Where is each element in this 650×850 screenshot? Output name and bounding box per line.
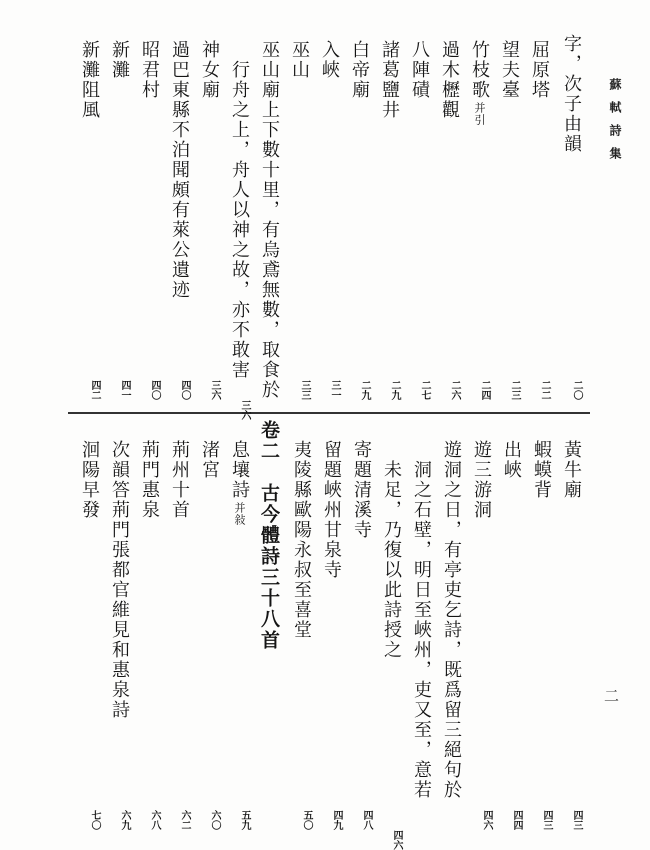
entry-note: 并引: [473, 102, 486, 126]
entry-title: 字，次子由韻: [561, 34, 582, 154]
entry-page-number: 四四: [511, 810, 522, 830]
entry-page-number: 四三: [541, 810, 552, 830]
entry-page-number: 四九: [331, 810, 342, 830]
toc-entry[interactable]: [468, 40, 490, 400]
entry-title: 巫山廟上下數十里，有烏鳶無數，取食於: [259, 40, 280, 400]
entry-title: 寄題清溪寺: [351, 440, 372, 540]
entry-page-number: 五九: [239, 810, 250, 830]
toc-entry[interactable]: [198, 440, 220, 830]
entry-page-number: 三六: [209, 380, 220, 400]
entry-page-number: 四六: [481, 810, 492, 830]
book-title: 蘇軾詩集: [608, 78, 622, 170]
toc-entry[interactable]: [408, 40, 430, 400]
entry-title: 遊洞之日，有亭吏乞詩，既爲留三絕句於: [441, 440, 462, 800]
entry-title: 巫山: [289, 40, 310, 80]
toc-entry[interactable]: [470, 440, 492, 830]
entry-page-number: 三三: [299, 380, 310, 400]
toc-entry[interactable]: [228, 440, 250, 830]
toc-entry[interactable]: [78, 440, 100, 830]
entry-page-number: 四八: [361, 810, 372, 830]
toc-entry[interactable]: [378, 40, 400, 400]
toc-entry[interactable]: [78, 40, 100, 400]
entry-title: 未足，乃復以此詩授之: [381, 460, 402, 660]
entry-title: 荊州十首: [169, 440, 190, 520]
entry-page-number: 二三: [509, 380, 520, 400]
entry-page-number: 三六: [239, 400, 250, 420]
entry-title: 昭君村: [139, 40, 160, 100]
section-divider: [68, 412, 590, 414]
entry-page-number: 四〇: [179, 380, 190, 400]
toc-entry[interactable]: [500, 440, 522, 830]
toc-entry[interactable]: [410, 440, 432, 850]
toc-entry[interactable]: [528, 40, 550, 400]
toc-entry[interactable]: [380, 440, 402, 850]
entry-title: 白帝廟: [349, 40, 370, 100]
entry-title: 屈原塔: [529, 40, 550, 100]
entry-title: 入峽: [319, 40, 340, 80]
entry-title: 過巴東縣不泊聞頗有萊公遺迹: [169, 40, 190, 300]
toc-entry[interactable]: [320, 440, 342, 830]
entry-title: 竹枝歌: [469, 40, 490, 100]
entry-title: 次韻答荊門張都官維見和惠泉詩: [109, 440, 130, 720]
toc-entry[interactable]: [138, 440, 160, 830]
entry-page-number: 二〇: [571, 380, 582, 400]
entry-page-number: 二九: [389, 380, 400, 400]
toc-entry[interactable]: [258, 420, 280, 830]
toc-entry[interactable]: [530, 440, 552, 830]
toc-entry[interactable]: [560, 440, 582, 830]
entry-title: 過木櫪觀: [439, 40, 460, 120]
toc-entry[interactable]: [438, 40, 460, 400]
toc-entry[interactable]: [288, 40, 310, 400]
entry-page-number: 六二: [179, 810, 190, 830]
toc-entry[interactable]: [108, 440, 130, 830]
toc-entry[interactable]: [348, 40, 370, 400]
entry-page-number: 二九: [359, 380, 370, 400]
entry-page-number: 四二: [89, 380, 100, 400]
entry-title: 諸葛鹽井: [379, 40, 400, 120]
entry-page-number: 四一: [119, 380, 130, 400]
entry-page-number: 二四: [479, 380, 490, 400]
toc-entry[interactable]: [258, 40, 280, 400]
entry-page-number: 五〇: [301, 810, 312, 830]
entry-title: 神女廟: [199, 40, 220, 100]
entry-title: 息壤詩: [229, 440, 250, 500]
entry-title: 行舟之上，舟人以神之故，亦不敢害: [229, 60, 250, 380]
entry-title: 洄陽早發: [79, 440, 100, 520]
page-number: 二: [602, 688, 620, 703]
entry-title: 新灘阻風: [79, 40, 100, 120]
entry-page-number: 二七: [419, 380, 430, 400]
entry-title: 荊門惠泉: [139, 440, 160, 520]
entry-page-number: 四〇: [149, 380, 160, 400]
entry-title: 留題峽州甘泉寺: [321, 440, 342, 580]
entry-title: 卷二 古今體詩三十八首: [258, 420, 280, 651]
entry-title: 遊三游洞: [471, 440, 492, 520]
entry-title: 八陣磧: [409, 40, 430, 100]
entry-title: 新灘: [109, 40, 130, 80]
toc-entry[interactable]: [228, 40, 250, 420]
toc-entry[interactable]: [198, 40, 220, 400]
entry-title: 洞之石壁，明日至峽州，吏又至，意若: [411, 460, 432, 800]
entry-page-number: 二六: [449, 380, 460, 400]
entry-title: 夷陵縣歐陽永叔至喜堂: [291, 440, 312, 640]
entry-title: 望夫臺: [499, 40, 520, 100]
entry-page-number: 六九: [119, 810, 130, 830]
toc-entry[interactable]: [168, 440, 190, 830]
entry-page-number: 七〇: [89, 810, 100, 830]
entry-page-number: 三一: [329, 380, 340, 400]
entry-title: 黃牛廟: [561, 440, 582, 500]
entry-title: 蝦蟆背: [531, 440, 552, 500]
toc-entry[interactable]: [498, 40, 520, 400]
toc-entry[interactable]: [350, 440, 372, 830]
toc-entry[interactable]: [440, 440, 462, 830]
toc-entry[interactable]: [560, 34, 582, 400]
entry-note: 并敍: [233, 502, 246, 526]
entry-page-number: 四三: [571, 810, 582, 830]
entry-page-number: 六〇: [209, 810, 220, 830]
toc-entry[interactable]: [290, 440, 312, 830]
toc-entry[interactable]: [318, 40, 340, 400]
entry-title: 渚宮: [199, 440, 220, 480]
entry-title: 出峽: [501, 440, 522, 480]
toc-entry[interactable]: [108, 40, 130, 400]
toc-entry[interactable]: [138, 40, 160, 400]
entry-page-number: 二二: [539, 380, 550, 400]
toc-entry[interactable]: [168, 40, 190, 400]
entry-page-number: 四六: [391, 830, 402, 850]
entry-page-number: 六八: [149, 810, 160, 830]
